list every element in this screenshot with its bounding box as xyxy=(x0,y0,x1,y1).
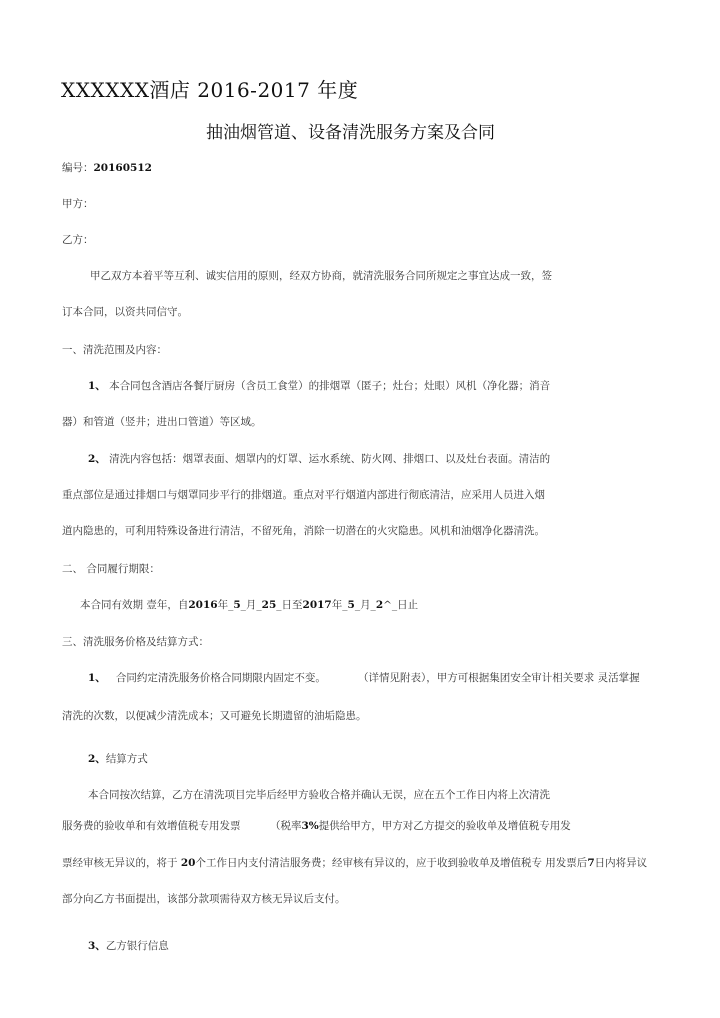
document-title: XXXXXX酒店 2016-2017 年度 xyxy=(61,78,359,102)
settlement-line-3-a: 票经审核无异议的，将于 xyxy=(62,857,181,869)
objection-days: 7 xyxy=(587,857,595,869)
section-3-item-3-title: 乙方银行信息 xyxy=(105,940,169,952)
period-text-pre: 本合同有效期 壹年，自 xyxy=(80,599,189,611)
period-text-3: _日至 xyxy=(276,599,303,611)
section-1-title: 一、清洗范围及内容： xyxy=(62,344,167,356)
document-subtitle: 抽油烟管道、设备清洗服务方案及合同 xyxy=(206,123,495,143)
section-3-item-1-number: 1、 xyxy=(88,672,106,684)
section-1-item-2-text: 清洗内容包括：烟罩表面、烟罩内的灯罩、运水系统、防火网、排烟口、以及灶台表面。清洁的 xyxy=(109,453,551,465)
tax-rate-label: （税率 xyxy=(270,820,302,832)
section-3-item-2-number: 2、 xyxy=(88,753,106,765)
payment-days: 20 xyxy=(180,857,196,869)
period-start-day: 25 xyxy=(261,599,277,611)
party-b: 乙方： xyxy=(62,234,94,246)
period-end-day: 2 xyxy=(375,599,384,611)
settlement-line-2-rest: 提供给甲方，甲方对乙方提交的验收单及增值税专用发 xyxy=(318,820,571,832)
contract-number-value: 20160512 xyxy=(93,162,152,174)
section-3-item-1-text-a: 合同约定清洗服务价格合同期限内固定不变。 xyxy=(115,672,326,684)
period-end-year: 2017 xyxy=(302,599,332,611)
party-a: 甲方： xyxy=(62,198,94,210)
period-text-1: 年_ xyxy=(217,599,234,611)
section-3-item-2-title: 结算方式 xyxy=(105,753,148,765)
section-3-item-3-number: 3、 xyxy=(88,940,106,952)
period-start-year: 2016 xyxy=(188,599,218,611)
section-1-item-2-line-3: 道内隐患的，可利用特殊设备进行清洁，不留死角，消除一切潜在的火灾隐患。风机和油烟净化器清洗。 xyxy=(62,525,545,537)
section-3-item-1-text-b: （详情见附表），甲方可根据集团安全审计相关要求 灵活掌握 xyxy=(358,672,640,684)
section-2-title: 二、 合同履行期限： xyxy=(62,563,160,575)
section-1-item-1-line-2: 器）和管道（竖井；进出口管道）等区域。 xyxy=(62,416,262,428)
period-end-month: 5 xyxy=(347,599,355,611)
contract-number-label: 编号： xyxy=(62,162,94,174)
section-3-item-2-heading xyxy=(88,751,148,766)
settlement-line-1: 本合同按次结算，乙方在清洗项目完毕后经甲方验收合格并确认无误，应在五个工作日内将上次清洗 xyxy=(88,789,550,801)
section-1-item-2-number: 2、 xyxy=(88,453,106,465)
settlement-line-3 xyxy=(62,855,647,870)
section-1-item-1-number: 1、 xyxy=(88,380,106,392)
section-2-period xyxy=(80,597,418,612)
section-3-item-1-line-1 xyxy=(88,670,326,685)
settlement-line-3-b: 个工作日内支付清洁服务费；经审核有异议的，应于收到验收单及增值税专 用发票后 xyxy=(195,857,588,869)
section-1-item-1-line-1 xyxy=(88,378,550,393)
section-1-item-2-line-2: 重点部位是通过排烟口与烟罩同步平行的排烟道。重点对平行烟道内部进行彻底清洁，应采用人员进入烟 xyxy=(62,489,545,501)
contract-number xyxy=(62,160,152,175)
intro-line-1: 甲乙双方本着平等互利、诚实信用的原则，经双方协商，就清洗服务合同所规定之事宜达成一致，签 xyxy=(90,270,552,282)
settlement-line-2b xyxy=(270,818,571,833)
period-text-2: _月_ xyxy=(240,599,262,611)
section-3-item-3-heading xyxy=(88,938,169,953)
period-start-month: 5 xyxy=(233,599,241,611)
period-text-end: ^_日止 xyxy=(383,599,419,611)
section-1-item-2-line-1 xyxy=(88,451,550,466)
period-text-4: 年_ xyxy=(331,599,348,611)
intro-line-2: 订本合同，以资共同信守。 xyxy=(62,306,188,318)
section-1-item-1-text: 本合同包含酒店各餐厅厨房（含员工食堂）的排烟罩（匿子；灶台；灶眼）风机（净化器；消音 xyxy=(109,380,551,392)
section-3-title: 三、清洗服务价格及结算方式： xyxy=(62,636,209,648)
tax-rate-value: 3% xyxy=(301,820,319,832)
settlement-line-4: 部分向乙方书面提出，该部分款项需待双方核无异议后支付。 xyxy=(62,893,346,905)
section-3-item-1-line-2: 清洗的次数，以便减少清洗成本；又可避免长期遗留的油垢隐患。 xyxy=(62,710,367,722)
period-text-5: _月_ xyxy=(354,599,376,611)
settlement-line-2a: 服务费的验收单和有效增值税专用发票 xyxy=(62,820,241,832)
settlement-line-3-c: 日内将异议 xyxy=(594,857,648,869)
